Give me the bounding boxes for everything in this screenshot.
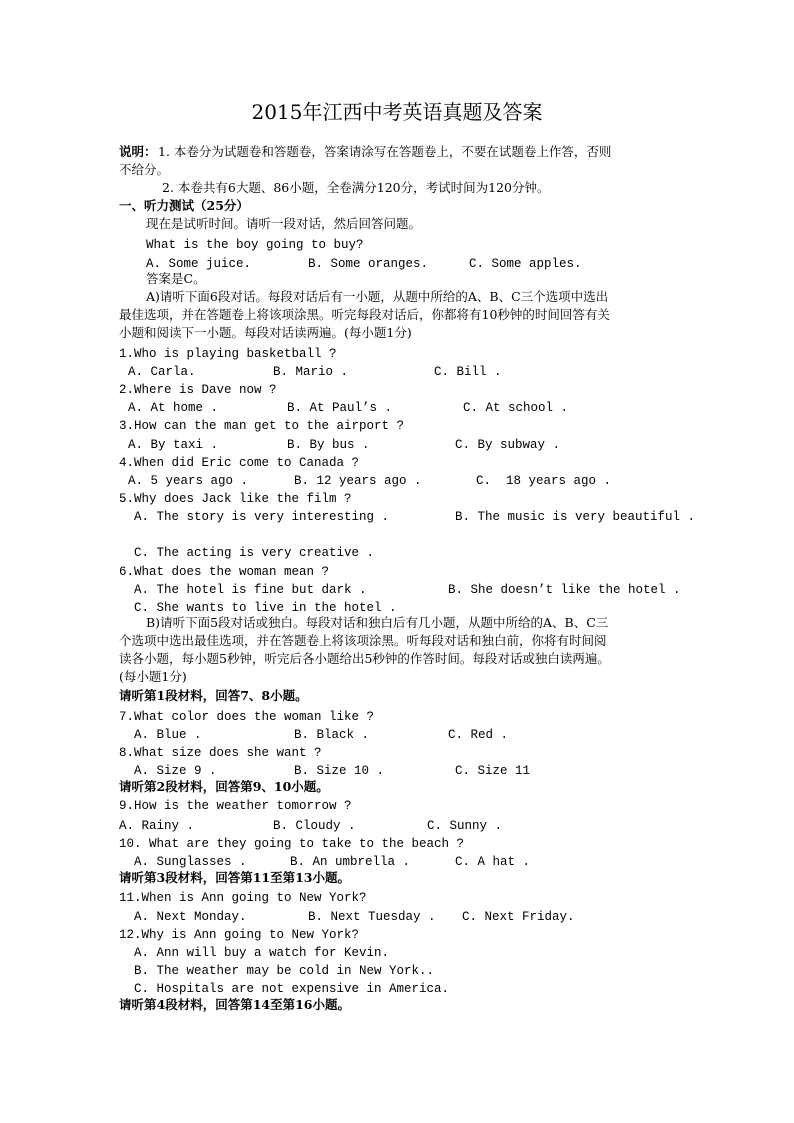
q6-option-b: B. She doesn’t like the hotel . [448, 583, 681, 597]
material-2-heading: 请听第2段材料，回答第9、10小题。 [119, 779, 329, 794]
q5-option-c: C. The acting is very creative . [134, 546, 375, 560]
part-b-instructions-1: B)请听下面5段对话或独白。每段对话和独白后有几小题，从题中所给的A、B、C三 [146, 615, 609, 630]
q3-option-b: B. By bus . [287, 438, 370, 452]
part-a-instructions-1: A)请听下面6段对话。每段对话后有一小题，从题中所给的A、B、C三个选项中选出 [146, 289, 609, 304]
q2-option-a: A. At home . [128, 401, 219, 415]
q12-option-a: A. Ann will buy a watch for Kevin. [134, 946, 390, 960]
question-9: 9.How is the weather tomorrow ? [119, 799, 352, 813]
q4-option-a: A. 5 years ago . [128, 474, 249, 488]
q8-option-a: A. Size 9 . [134, 764, 217, 778]
q7-option-c: C. Red . [448, 728, 509, 742]
material-4-heading: 请听第4段材料，回答第14至第16小题。 [119, 997, 350, 1012]
q2-option-b: B. At Paul’s . [287, 401, 393, 415]
q3-option-c: C. By subway . [455, 438, 561, 452]
question-6: 6.What does the woman mean ? [119, 565, 330, 579]
part-b-instructions-4: (每小题1分) [119, 669, 187, 684]
q9-option-a: A. Rainy . [119, 819, 195, 833]
part-a-instructions-2: 最佳选项，并在答题卷上将该项涂黑。听完每段对话后，你都将有10秒钟的时间回答有关 [119, 307, 610, 322]
question-11: 11.When is Ann going to New York? [119, 891, 367, 905]
q4-option-b: B. 12 years ago . [294, 474, 422, 488]
q6-option-a: A. The hotel is fine but dark . [134, 583, 367, 597]
q11-option-b: B. Next Tuesday . [308, 910, 436, 924]
q1-option-a: A. Carla. [128, 365, 196, 379]
section-heading-listening: 一、听力测试（25分） [119, 198, 249, 213]
listening-intro: 现在是试听时间。请听一段对话，然后回答问题。 [146, 216, 422, 231]
question-12: 12.Why is Ann going to New York? [119, 928, 360, 942]
instructions-line1a: 1. 本卷分为试题卷和答题卷，答案请涂写在答题卷上，不要在试题卷上作答，否则 [158, 144, 612, 159]
q12-option-c: C. Hospitals are not expensive in America. [134, 982, 450, 996]
q10-option-c: C. A hat . [455, 855, 531, 869]
page-title: 2015年江西中考英语真题及答案 [251, 100, 543, 124]
q9-option-b: B. Cloudy . [273, 819, 356, 833]
sample-option-a: A. Some juice. [146, 257, 252, 271]
q8-option-c: C. Size 11 [455, 764, 531, 778]
material-1-heading: 请听第1段材料，回答7、8小题。 [119, 688, 308, 703]
question-1: 1.Who is playing basketball ? [119, 347, 337, 361]
sample-option-b: B. Some oranges. [308, 257, 429, 271]
instructions-line2: 2. 本卷共有6大题、86小题，全卷满分120分，考试时间为120分钟。 [162, 180, 550, 195]
sample-answer: 答案是C。 [146, 271, 206, 286]
question-10: 10. What are they going to take to the beach ? [119, 837, 465, 851]
q7-option-a: A. Blue . [134, 728, 202, 742]
q2-option-c: C. At school . [463, 401, 569, 415]
q11-option-c: C. Next Friday. [462, 910, 575, 924]
q1-option-b: B. Mario . [273, 365, 349, 379]
q8-option-b: B. Size 10 . [294, 764, 385, 778]
question-5: 5.Why does Jack like the film ? [119, 492, 352, 506]
part-b-instructions-2: 个选项中选出最佳选项，并在答题卷上将该项涂黑。听每段对话和独白前，你将有时间阅 [119, 633, 607, 648]
question-3: 3.How can the man get to the airport ? [119, 419, 405, 433]
instructions-line1b: 不给分。 [119, 162, 170, 177]
q4-option-c: C. 18 years ago . [476, 474, 612, 488]
part-a-instructions-3: 小题和阅读下一小题。每段对话读两遍。(每小题1分) [119, 325, 412, 340]
q12-option-b: B. The weather may be cold in New York.. [134, 964, 435, 978]
q9-option-c: C. Sunny . [427, 819, 503, 833]
material-3-heading: 请听第3段材料，回答第11至第13小题。 [119, 870, 350, 885]
question-4: 4.When did Eric come to Canada ? [119, 456, 360, 470]
q5-option-a: A. The story is very interesting . [134, 510, 390, 524]
q10-option-b: B. An umbrella . [290, 855, 411, 869]
instructions-label: 说明： [119, 144, 157, 159]
q1-option-c: C. Bill . [434, 365, 502, 379]
question-2: 2.Where is Dave now ? [119, 383, 277, 397]
q11-option-a: A. Next Monday. [134, 910, 247, 924]
q10-option-a: A. Sunglasses . [134, 855, 247, 869]
question-7: 7.What color does the woman like ? [119, 710, 375, 724]
q5-option-b: B. The music is very beautiful . [455, 510, 696, 524]
question-8: 8.What size does she want ? [119, 746, 322, 760]
q3-option-a: A. By taxi . [128, 438, 219, 452]
q7-option-b: B. Black . [294, 728, 370, 742]
sample-option-c: C. Some apples. [469, 257, 582, 271]
q6-option-c: C. She wants to live in the hotel . [134, 601, 397, 615]
part-b-instructions-3: 读各小题，每小题5秒钟，听完后各小题给出5秒钟的作答时间。每段对话或独白读两遍。 [119, 651, 610, 666]
sample-question: What is the boy going to buy? [146, 238, 364, 252]
